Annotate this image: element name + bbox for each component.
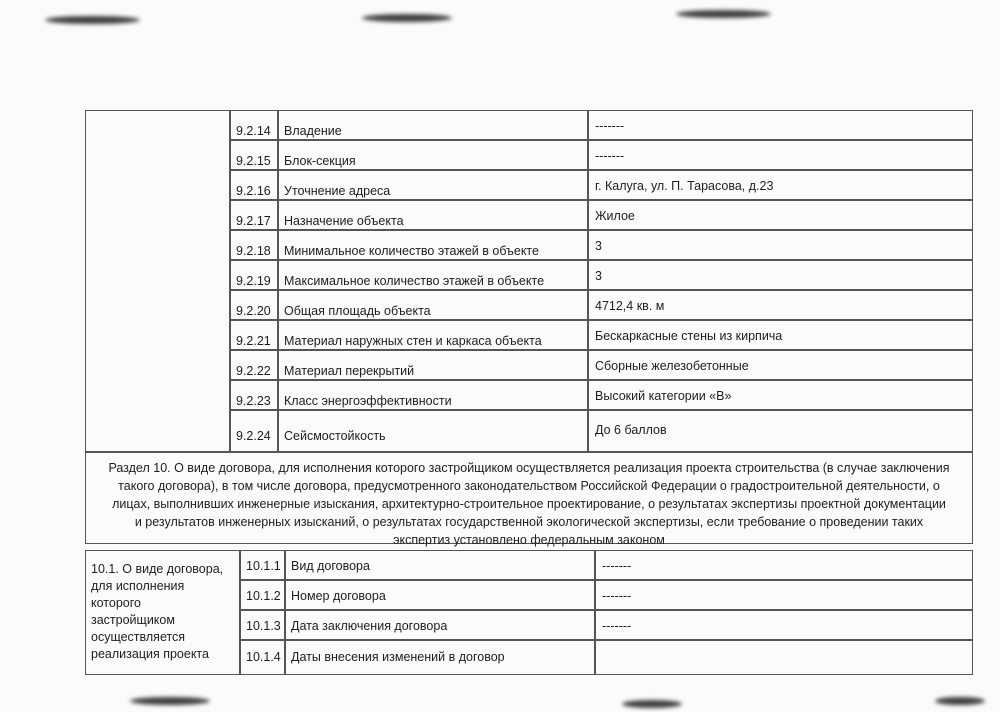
row-value: Высокий категории «В» [588, 380, 973, 410]
table-row [230, 350, 973, 380]
table-row [230, 140, 973, 170]
scan-smudge [622, 700, 682, 708]
table-row [230, 110, 973, 140]
table-row [240, 610, 973, 640]
row-value: ------- [595, 610, 973, 640]
scan-smudge [130, 697, 210, 705]
row-value [595, 640, 973, 675]
scan-smudge [935, 697, 985, 705]
subsection-10-1-label [85, 550, 240, 675]
scan-smudge [676, 10, 771, 18]
subsection-line: осуществляется [91, 630, 186, 644]
row-label: Владение [278, 110, 588, 140]
row-value: ------- [595, 580, 973, 610]
row-number: 9.2.21 [230, 320, 278, 350]
row-value: 4712,4 кв. м [588, 290, 973, 320]
row-label: Номер договора [285, 580, 595, 610]
row-number: 9.2.23 [230, 380, 278, 410]
table-row [230, 230, 973, 260]
row-number: 9.2.17 [230, 200, 278, 230]
section9-left-column [85, 110, 230, 452]
row-value: Бескаркасные стены из кирпича [588, 320, 973, 350]
row-value: г. Калуга, ул. П. Тарасова, д.23 [588, 170, 973, 200]
row-label: Уточнение адреса [278, 170, 588, 200]
table-row [240, 580, 973, 610]
table-row [240, 640, 973, 675]
scan-smudge [45, 16, 140, 24]
row-number: 9.2.19 [230, 260, 278, 290]
table-row [240, 550, 973, 580]
subsection-line: застройщиком [91, 613, 175, 627]
table-row [230, 320, 973, 350]
scan-smudge [362, 14, 452, 22]
row-label: Сейсмостойкость [278, 410, 588, 452]
row-value: ------- [595, 550, 973, 580]
row-number: 9.2.22 [230, 350, 278, 380]
row-number: 10.1.2 [240, 580, 285, 610]
row-number: 9.2.24 [230, 410, 278, 452]
row-label: Назначение объекта [278, 200, 588, 230]
row-number: 10.1.4 [240, 640, 285, 675]
row-label: Класс энергоэффективности [278, 380, 588, 410]
row-value: 3 [588, 260, 973, 290]
section-10-line: лицах, выполнивших инженерные изыскания, архитектурно-строительное проектирование, о результатах экспертизы проектной документации [112, 497, 946, 511]
table-row [230, 260, 973, 290]
row-label: Даты внесения изменений в договор [285, 640, 595, 675]
section-10-heading [85, 452, 973, 547]
subsection-line: которого [91, 596, 141, 610]
row-number: 9.2.15 [230, 140, 278, 170]
row-label: Материал наружных стен и каркаса объекта [278, 320, 588, 350]
row-value: До 6 баллов [588, 410, 973, 452]
row-label: Общая площадь объекта [278, 290, 588, 320]
table-row [230, 200, 973, 230]
row-value: ------- [588, 110, 973, 140]
row-number: 9.2.14 [230, 110, 278, 140]
row-label: Вид договора [285, 550, 595, 580]
row-number: 9.2.20 [230, 290, 278, 320]
table-row [230, 410, 973, 452]
row-value: Жилое [588, 200, 973, 230]
row-label: Дата заключения договора [285, 610, 595, 640]
table-row [230, 290, 973, 320]
row-value: ------- [588, 140, 973, 170]
row-label: Блок-секция [278, 140, 588, 170]
row-number: 9.2.18 [230, 230, 278, 260]
subsection-line: для исполнения [91, 579, 185, 593]
subsection-line: реализация проекта [91, 647, 209, 661]
section-10-line: и результатов инженерных изысканий, о результатах государственной экологической экспертизы, если требование о проведении таких [134, 515, 924, 529]
row-number: 9.2.16 [230, 170, 278, 200]
section-10-line: экспертиз установлено федеральным законом [393, 533, 665, 547]
table-row [230, 380, 973, 410]
section-10-line: Раздел 10. О виде договора, для исполнения которого застройщиком осуществляется реализация проекта строительства (в случае заключения [108, 461, 950, 475]
subsection-line: 10.1. О виде договора, [91, 562, 224, 576]
row-label: Минимальное количество этажей в объекте [278, 230, 588, 260]
section-10-line: такого договора), в том числе договора, предусмотренного законодательством Российской Федерации о градостроительной деятельности, о [118, 479, 940, 493]
row-label: Максимальное количество этажей в объекте [278, 260, 588, 290]
row-value: 3 [588, 230, 973, 260]
row-value: Сборные железобетонные [588, 350, 973, 380]
row-label: Материал перекрытий [278, 350, 588, 380]
table-row [230, 170, 973, 200]
row-number: 10.1.3 [240, 610, 285, 640]
row-number: 10.1.1 [240, 550, 285, 580]
